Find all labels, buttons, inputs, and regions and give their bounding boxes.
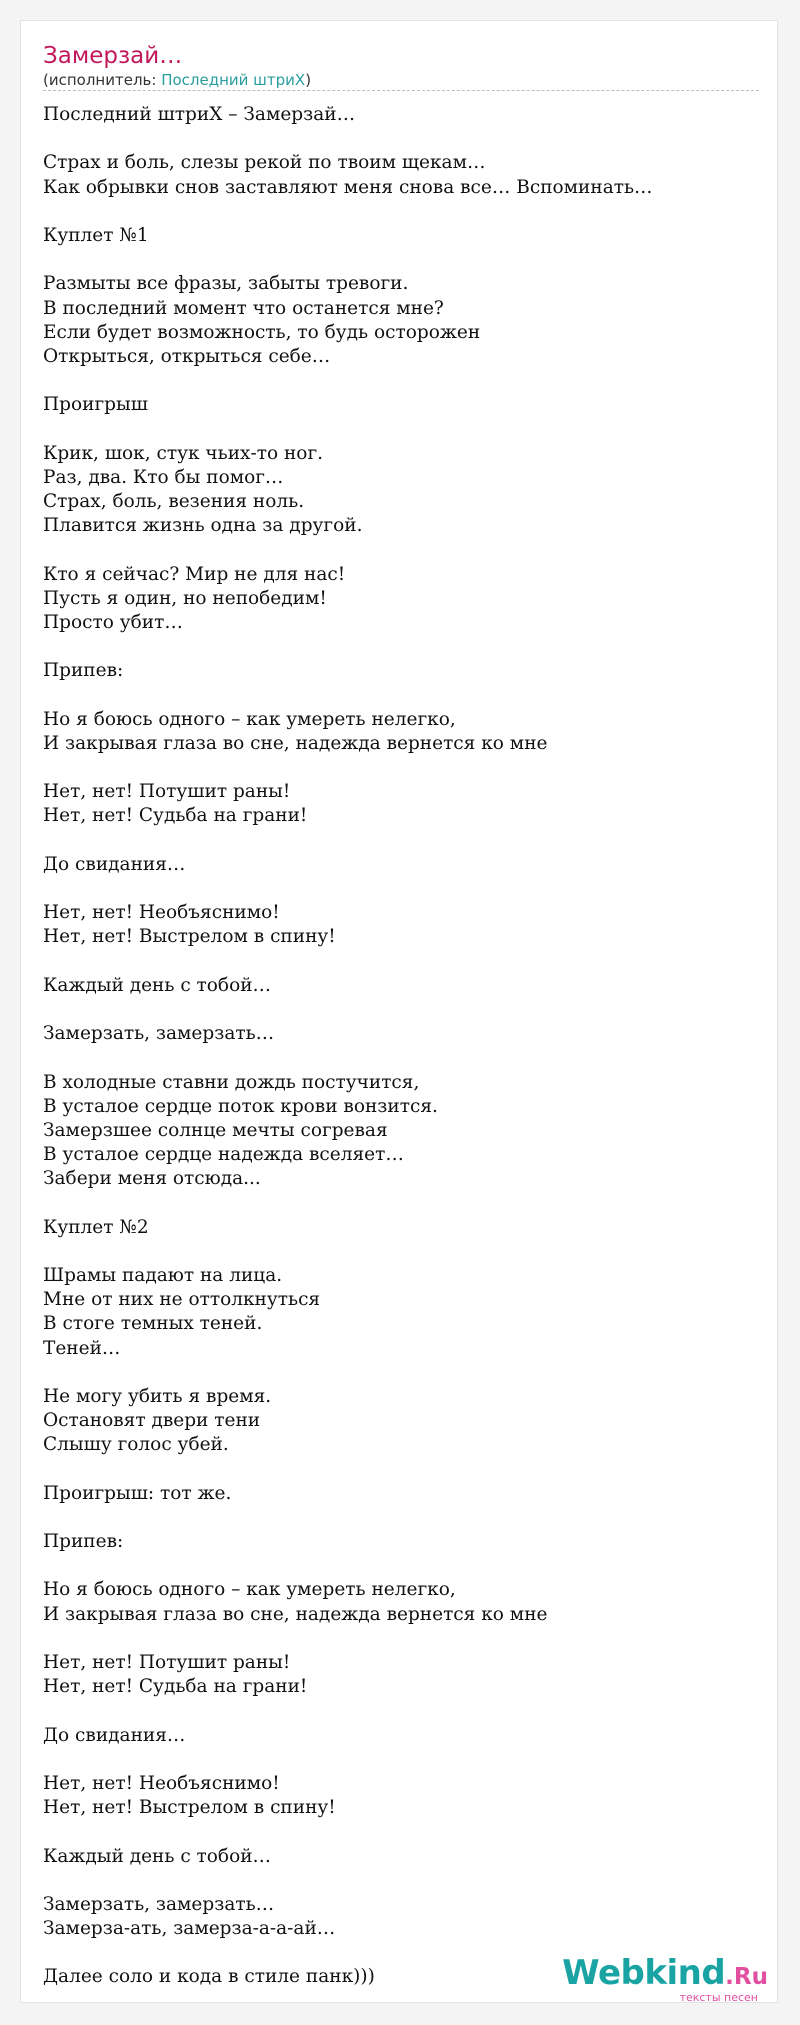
lyric-blank-line xyxy=(43,200,757,224)
artist-suffix: ) xyxy=(305,71,312,89)
lyric-blank-line xyxy=(43,1240,757,1264)
lyric-line: Как обрывки снов заставляют меня снова все… Вспоминать… xyxy=(43,176,653,198)
lyric-line: Замерзшее солнце мечты согревая xyxy=(43,1119,388,1141)
artist-prefix: (исполнитель: xyxy=(43,71,162,89)
lyric-line: Каждый день с тобой… xyxy=(43,974,272,996)
lyric-blank-line xyxy=(43,1627,757,1651)
lyric-blank-line xyxy=(43,1820,757,1844)
lyric-line: Куплет №2 xyxy=(43,1216,149,1238)
lyric-blank-line xyxy=(43,756,757,780)
lyric-blank-line xyxy=(43,877,757,901)
lyric-line: Замерзать, замерзать… xyxy=(43,1893,275,1915)
lyric-line: В усталое сердце поток крови вонзится. xyxy=(43,1095,438,1117)
lyric-blank-line xyxy=(43,635,757,659)
lyric-blank-line xyxy=(43,950,757,974)
lyric-line: Просто убит… xyxy=(43,611,183,633)
lyric-blank-line xyxy=(43,538,757,562)
lyric-line: В стоге темных теней. xyxy=(43,1313,263,1335)
lyric-line: Проигрыш: тот же. xyxy=(43,1482,232,1504)
lyric-blank-line xyxy=(43,998,757,1022)
lyric-blank-line xyxy=(43,1699,757,1723)
lyric-line: Нет, нет! Потушит раны! xyxy=(43,1652,291,1673)
lyric-blank-line xyxy=(43,417,757,441)
lyric-line: Шрамы падают на лица. xyxy=(43,1265,283,1286)
lyric-line: Плавится жизнь одна за другой. xyxy=(43,515,363,537)
lyric-blank-line xyxy=(43,1869,757,1893)
lyric-blank-line xyxy=(43,369,757,393)
lyric-line: Мне от них не оттолкнуться xyxy=(43,1289,321,1311)
lyric-line: Далее соло и кода в стиле панк))) xyxy=(43,1966,375,1988)
lyric-line: Кто я сейчас? Мир не для нас! xyxy=(43,563,346,585)
lyric-blank-line xyxy=(43,1554,757,1578)
lyric-line: Нет, нет! Судьба на грани! xyxy=(43,805,308,827)
lyric-line: Если будет возможность, то будь осторожен xyxy=(43,321,481,343)
lyric-line: Нет, нет! Потушит раны! xyxy=(43,781,291,803)
lyric-line: Но я боюсь одного – как умереть нелегко, xyxy=(43,1579,456,1601)
lyric-blank-line xyxy=(43,1458,757,1482)
song-title: Замерзай… xyxy=(43,43,183,69)
lyric-line: Забери меня отсюда... xyxy=(43,1168,261,1190)
lyric-line: Страх и боль, слезы рекой по твоим щекам… xyxy=(43,152,486,174)
logo-wordmark: Webkind xyxy=(562,1953,726,1993)
lyric-line: Не могу убить я время. xyxy=(43,1385,272,1407)
lyric-line: Припев: xyxy=(43,1531,124,1553)
lyric-blank-line xyxy=(43,684,757,708)
lyrics-text xyxy=(43,103,757,1990)
lyric-line: Замерза-ать, замерза-а-а-ай… xyxy=(43,1918,336,1940)
lyric-line: Последний штриХ – Замерзай… xyxy=(43,104,356,125)
lyric-line: Теней… xyxy=(43,1337,121,1359)
lyric-line: Страх, боль, везения ноль. xyxy=(43,491,305,512)
logo-tagline: тексты песен xyxy=(679,1991,758,2004)
lyric-blank-line xyxy=(43,1506,757,1530)
lyric-blank-line xyxy=(43,127,757,151)
logo-domain: .Ru xyxy=(725,1964,768,1990)
site-logo[interactable] xyxy=(562,1953,768,2004)
title-divider xyxy=(43,90,759,91)
lyric-line: Открыться, открыться себе… xyxy=(43,345,331,367)
lyric-blank-line xyxy=(43,1748,757,1772)
lyric-line: Куплет №1 xyxy=(43,224,149,246)
lyric-line: И закрывая глаза во сне, надежда вернется ко мне xyxy=(43,1603,548,1625)
lyric-line: Слышу голос убей. xyxy=(43,1434,229,1456)
artist-link[interactable]: Последний штриХ xyxy=(161,71,306,89)
lyric-line: Нет, нет! Необъяснимо! xyxy=(43,902,280,924)
lyric-line: В последний момент что останется мне? xyxy=(43,297,444,319)
lyric-line: Замерзать, замерзать… xyxy=(43,1023,275,1045)
lyric-line: И закрывая глаза во сне, надежда вернется ко мне xyxy=(43,732,548,754)
lyric-line: Нет, нет! Необъяснимо! xyxy=(43,1772,280,1794)
lyric-line: Нет, нет! Судьба на грани! xyxy=(43,1676,308,1698)
lyric-line: До свидания… xyxy=(43,853,186,875)
lyric-line: В усталое сердце надежда вселяет… xyxy=(43,1144,404,1166)
lyric-line: Крик, шок, стук чьих-то ног. xyxy=(43,442,324,464)
lyric-line: Размыты все фразы, забыты тревоги. xyxy=(43,273,409,295)
lyric-line: Каждый день с тобой… xyxy=(43,1845,272,1867)
lyric-line: В холодные ставни дождь постучится, xyxy=(43,1071,420,1093)
lyric-line: До свидания… xyxy=(43,1724,186,1746)
lyric-line: Припев: xyxy=(43,660,124,682)
lyrics-card xyxy=(20,20,778,2003)
lyric-line: Нет, нет! Выстрелом в спину! xyxy=(43,1797,336,1819)
lyric-line: Остановят двери тени xyxy=(43,1410,261,1432)
lyric-blank-line xyxy=(43,1361,757,1385)
lyric-blank-line xyxy=(43,248,757,272)
lyric-line: Но я боюсь одного – как умереть нелегко, xyxy=(43,708,456,730)
lyric-blank-line xyxy=(43,829,757,853)
lyric-line: Проигрыш xyxy=(43,394,148,416)
lyric-line: Нет, нет! Выстрелом в спину! xyxy=(43,926,336,948)
lyric-blank-line xyxy=(43,1191,757,1215)
lyric-blank-line xyxy=(43,1046,757,1070)
lyric-line: Пусть я один, но непобедим! xyxy=(43,587,327,609)
lyric-line: Раз, два. Кто бы помог… xyxy=(43,466,284,488)
artist-line xyxy=(43,71,311,89)
